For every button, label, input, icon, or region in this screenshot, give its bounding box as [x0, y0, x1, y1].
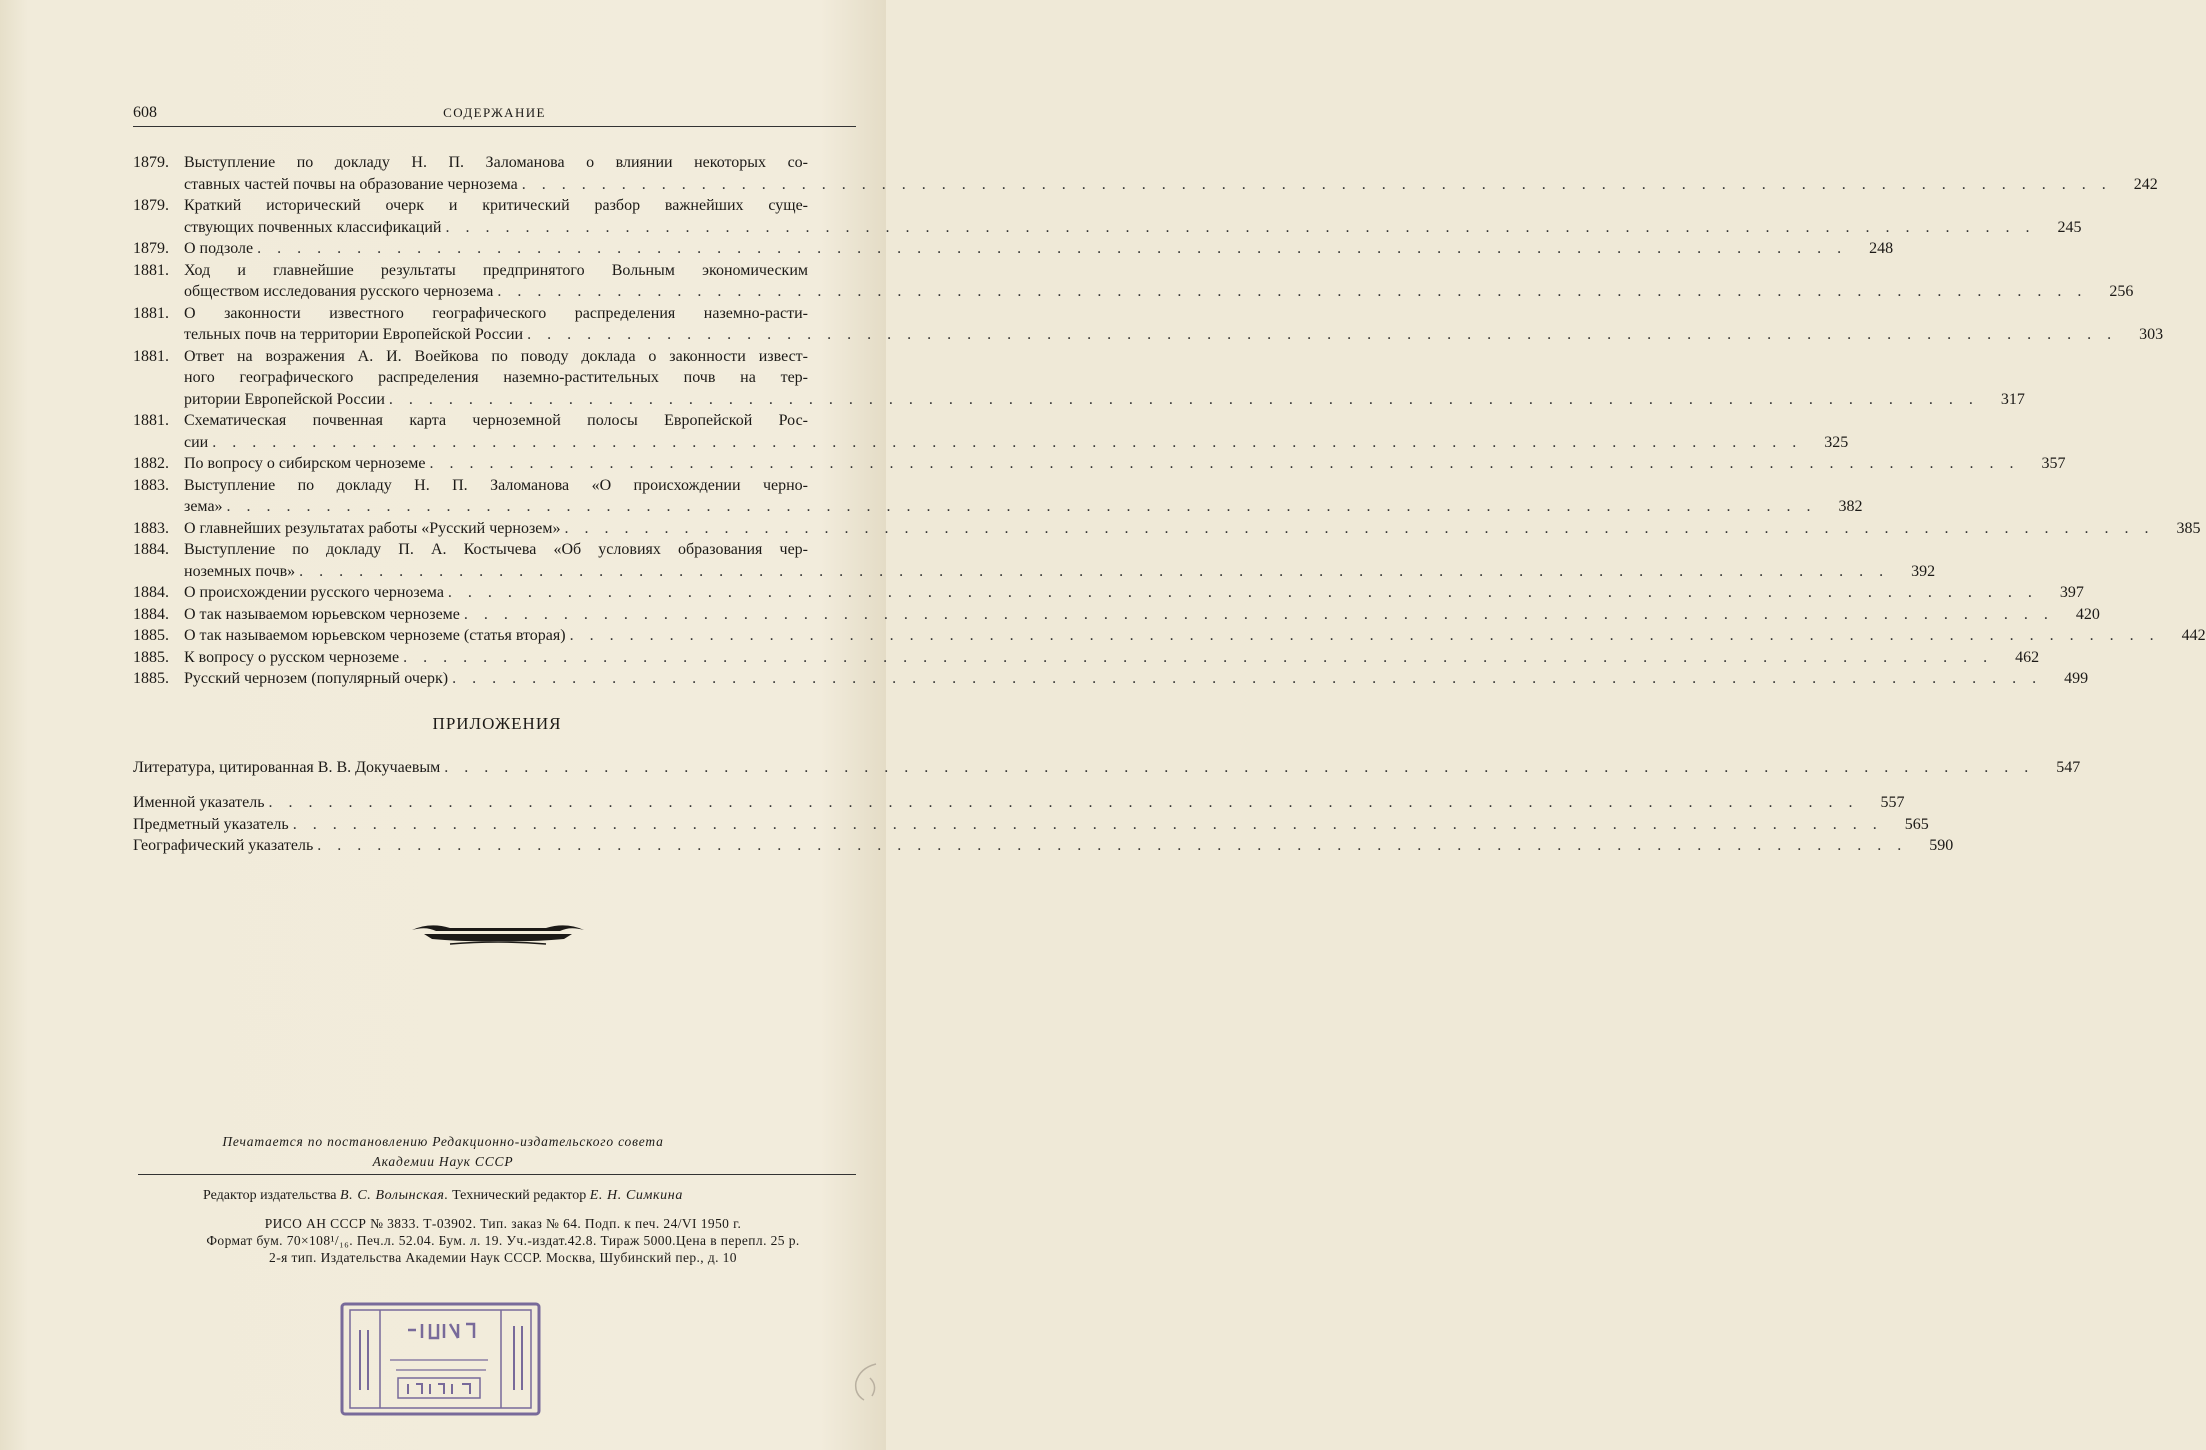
- leader-dots: . . . . . . . . . . . . . . . . . . . . . . . . . . . . . . . . . . . . . . . . . . . . . . . . . . . . . . . . . . . . . . . . . . . . . . . . . . . . . . . .: [299, 562, 1890, 580]
- leader-dots: . . . . . . . . . . . . . . . . . . . . . . . . . . . . . . . . . . . . . . . . . . . . . . . . . . . . . . . . . . . . . . . . . . . . . . . . . . . . . . . .: [292, 815, 1883, 833]
- handwritten-mark-icon: [846, 1358, 886, 1406]
- toc-title-line: ритории Европейской России: [184, 390, 385, 408]
- toc-year: 1881.: [133, 347, 169, 365]
- leader-dots: . . . . . . . . . . . . . . . . . . . . . . . . . . . . . . . . . . . . . . . . . . . . . . . . . . . . . . . . . . . . . . . . . . . . . . . . . . . . . . . .: [429, 455, 2020, 472]
- appendix-title: ПРИЛОЖЕНИЯ: [432, 714, 562, 733]
- toc-page-number: 325: [1824, 433, 1849, 451]
- appendix-entry-title: Предметный указатель: [133, 815, 289, 833]
- toc-entry: [133, 260, 2134, 303]
- toc-title-line: К вопросу о русском черноземе: [184, 648, 400, 666]
- leader-dots: . . . . . . . . . . . . . . . . . . . . . . . . . . . . . . . . . . . . . . . . . . . . . . . . . . . . . . . . . . . . . . . . . . . . . . . . . . . . . . . .: [403, 648, 1994, 666]
- toc-entry: [133, 195, 2082, 238]
- imprint-line-1: Печатается по постановлению Редакционно-издательского совета: [222, 1134, 664, 1149]
- leader-dots: . . . . . . . . . . . . . . . . . . . . . . . . . . . . . . . . . . . . . . . . . . . . . . . . . . . . . . . . . . . . . . . . . . . . . . . . . . . . . . . .: [452, 670, 2043, 687]
- leader-dots: . . . . . . . . . . . . . . . . . . . . . . . . . . . . . . . . . . . . . . . . . . . . . . . . . . . . . . . . . . . . . . . . . . . . . . . . . . . . . . . .: [212, 433, 1803, 451]
- toc-year: 1883.: [133, 519, 169, 537]
- toc-entry: [133, 539, 1936, 582]
- leader-dots: . . . . . . . . . . . . . . . . . . . . . . . . . . . . . . . . . . . . . . . . . . . . . . . . . . . . . . . . . . . . . . . . . . . . . . . . . . . . . . . .: [447, 584, 2038, 601]
- toc-year: 1885.: [133, 627, 169, 644]
- tech-editor-label: Технический редактор: [452, 1188, 587, 1203]
- editor-name: В. С. Волынская.: [339, 1188, 449, 1203]
- toc-title-line: О главнейших результатах работы «Русский чернозем»: [184, 519, 561, 537]
- toc-page-number: 303: [2139, 326, 2164, 343]
- tech-info-line-3: 2-я тип. Издательства Академии Наук СССР. Москва, Шубинский пер., д. 10: [269, 1250, 737, 1265]
- appendix-page-number: 590: [1929, 837, 1954, 854]
- toc-title-line: Выступление по докладу Н. П. Заломанова о влиянии некоторых со-: [184, 154, 808, 171]
- toc-year: 1879.: [133, 197, 169, 214]
- toc-page-number: 420: [2075, 605, 2100, 623]
- appendix-entry: [133, 757, 2081, 779]
- toc-year: 1884.: [133, 584, 169, 601]
- toc-page-number: 256: [2109, 283, 2134, 300]
- toc-title-line: зема»: [184, 498, 223, 515]
- toc-title-line: О так называемом юрьевском черноземе: [184, 605, 460, 623]
- toc-page-number: 392: [1911, 562, 1936, 580]
- leader-dots: . . . . . . . . . . . . . . . . . . . . . . . . . . . . . . . . . . . . . . . . . . . . . . . . . . . . . . . . . . . . . . . . . . . . . . . . . . . . . . . .: [226, 498, 1817, 515]
- toc-year: 1882.: [133, 455, 169, 472]
- appendix-entry-title: Географический указатель: [133, 837, 314, 854]
- appendix-literature: [133, 757, 2081, 779]
- imprint-line-2: Академии Наук СССР: [372, 1154, 514, 1169]
- leader-dots: . . . . . . . . . . . . . . . . . . . . . . . . . . . . . . . . . . . . . . . . . . . . . . . . . . . . . . . . . . . . . . . . . . . . . . . . . . . . . . . .: [564, 519, 2155, 537]
- toc-year: 1884.: [133, 605, 169, 623]
- leader-dots: . . . . . . . . . . . . . . . . . . . . . . . . . . . . . . . . . . . . . . . . . . . . . . . . . . . . . . . . . . . . . . . . . . . . . . . . . . . . . . . .: [444, 759, 2035, 776]
- leader-dots: . . . . . . . . . . . . . . . . . . . . . . . . . . . . . . . . . . . . . . . . . . . . . . . . . . . . . . . . . . . . . . . . . . . . . . . . . . . . . . . .: [527, 326, 2118, 343]
- leader-dots: . . . . . . . . . . . . . . . . . . . . . . . . . . . . . . . . . . . . . . . . . . . . . . . . . . . . . . . . . . . . . . . . . . . . . . . . . . . . . . . .: [463, 605, 2054, 623]
- editor-label: Редактор издательства: [203, 1188, 337, 1203]
- toc-page-number: 397: [2059, 584, 2084, 601]
- toc-entry: [133, 152, 2158, 195]
- tech-info-line-2: Формат бум. 70×108¹/₁₆. Печ.л. 52.04. Бум. л. 19. Уч.-издат.42.8. Тираж 5000.Цена в перепл. 25 р.: [206, 1233, 800, 1248]
- toc-page-number: 499: [2064, 670, 2089, 687]
- toc-title-line: Краткий исторический очерк и критический разбор важнейших суще-: [184, 197, 808, 214]
- appendix-entry: [133, 835, 1954, 857]
- toc-title-line: Схематическая почвенная карта черноземной полосы Европейской Рос-: [184, 412, 808, 429]
- toc-title-line: ноземных почв»: [184, 562, 296, 580]
- toc-entry: [133, 668, 2089, 690]
- toc-page-number: 382: [1838, 498, 1863, 515]
- toc-title-line: Ответ на возражения А. И. Воейкова по поводу доклада о законности извест-: [184, 347, 808, 365]
- ornament-divider-icon: [410, 920, 586, 946]
- table-of-contents: [133, 152, 2206, 690]
- leader-dots: . . . . . . . . . . . . . . . . . . . . . . . . . . . . . . . . . . . . . . . . . . . . . . . . . . . . . . . . . . . . . . . . . . . . . . . . . . . . . . . .: [521, 175, 2112, 193]
- library-stamp-icon: [338, 1300, 543, 1418]
- leader-dots: . . . . . . . . . . . . . . . . . . . . . . . . . . . . . . . . . . . . . . . . . . . . . . . . . . . . . . . . . . . . . . . . . . . . . . . . . . . . . . . .: [388, 390, 1979, 408]
- toc-title-line: По вопросу о сибирском черноземе: [184, 455, 426, 472]
- leader-dots: . . . . . . . . . . . . . . . . . . . . . . . . . . . . . . . . . . . . . . . . . . . . . . . . . . . . . . . . . . . . . . . . . . . . . . . . . . . . . . . .: [317, 837, 1908, 854]
- toc-title-line: О происхождении русского чернозема: [184, 584, 444, 601]
- appendix-page-number: 565: [1904, 815, 1929, 833]
- toc-entry: [133, 346, 2025, 411]
- appendix-indexes: [133, 792, 1954, 857]
- toc-year: 1885.: [133, 670, 169, 687]
- toc-title-line: Ход и главнейшие результаты предпринятого Вольным экономическим: [184, 261, 808, 279]
- leader-dots: . . . . . . . . . . . . . . . . . . . . . . . . . . . . . . . . . . . . . . . . . . . . . . . . . . . . . . . . . . . . . . . . . . . . . . . . . . . . . . . .: [257, 240, 1848, 257]
- toc-year: 1879.: [133, 240, 169, 257]
- toc-entry: [133, 475, 1863, 518]
- leader-dots: . . . . . . . . . . . . . . . . . . . . . . . . . . . . . . . . . . . . . . . . . . . . . . . . . . . . . . . . . . . . . . . . . . . . . . . . . . . . . . . .: [569, 627, 2160, 644]
- toc-page-number: 248: [1869, 240, 1894, 257]
- appendix-page-number: 547: [2056, 759, 2081, 776]
- toc-entry: [133, 625, 2206, 647]
- running-title: СОДЕРЖАНИЕ: [443, 105, 546, 120]
- toc-year: 1881.: [133, 304, 169, 322]
- toc-year: 1885.: [133, 648, 169, 666]
- leader-dots: . . . . . . . . . . . . . . . . . . . . . . . . . . . . . . . . . . . . . . . . . . . . . . . . . . . . . . . . . . . . . . . . . . . . . . . . . . . . . . . .: [268, 794, 1859, 811]
- toc-title-line: О так называемом юрьевском черноземе (статья вторая): [184, 627, 566, 644]
- toc-entry: [133, 647, 2040, 669]
- tech-info-line-1: РИСО АН СССР № 3833. Т-03902. Тип. заказ № 64. Подп. к печ. 24/VI 1950 г.: [264, 1216, 742, 1231]
- appendix-entry: [133, 792, 1905, 814]
- toc-title-line: О законности известного географического распределения наземно-расти-: [184, 304, 808, 322]
- toc-entry: [133, 518, 2201, 540]
- imprint-rule: [138, 1174, 856, 1175]
- toc-page-number: 245: [2057, 218, 2082, 236]
- appendix-entry-title: Литература, цитированная В. В. Докучаевым: [133, 759, 441, 776]
- appendix-entry: [133, 814, 1929, 836]
- appendix-entry-title: Именной указатель: [133, 794, 265, 811]
- page-header: [133, 100, 856, 127]
- toc-title-line: О подзоле: [184, 240, 254, 257]
- toc-entry: [133, 582, 2084, 604]
- toc-page-number: 385: [2176, 519, 2201, 537]
- toc-year: 1883.: [133, 476, 169, 494]
- toc-title-line: Выступление по докладу Н. П. Заломанова «О происхождении черно-: [184, 476, 808, 494]
- toc-title-line: ствующих почвенных классификаций: [184, 218, 442, 236]
- toc-title-line: Русский чернозем (популярный очерк): [184, 670, 449, 687]
- toc-entry: [133, 410, 1849, 453]
- toc-title-line: Выступление по докладу П. А. Костычева «Об условиях образования чер-: [184, 541, 808, 558]
- editor-credits: [0, 1188, 886, 1204]
- toc-title-line: сии: [184, 433, 209, 451]
- leader-dots: . . . . . . . . . . . . . . . . . . . . . . . . . . . . . . . . . . . . . . . . . . . . . . . . . . . . . . . . . . . . . . . . . . . . . . . . . . . . . . . .: [445, 218, 2036, 236]
- toc-entry: [133, 238, 1894, 260]
- toc-year: 1879.: [133, 154, 169, 171]
- toc-page-number: 442: [2181, 627, 2206, 644]
- toc-title-line: ставных частей почвы на образование чернозема: [184, 175, 518, 193]
- toc-title-line: тельных почв на территории Европейской России: [184, 326, 524, 343]
- toc-page-number: 462: [2015, 648, 2040, 666]
- toc-page-number: 357: [2041, 455, 2066, 472]
- appendix-page-number: 557: [1880, 794, 1905, 811]
- toc-year: 1881.: [133, 261, 169, 279]
- toc-entry: [133, 604, 2100, 626]
- toc-title-line: ного географического распределения наземно-растительных почв на тер-: [184, 369, 808, 386]
- tech-editor-name: Е. Н. Симкина: [589, 1188, 683, 1203]
- toc-entry: [133, 303, 2164, 346]
- toc-page-number: 242: [2133, 175, 2158, 193]
- toc-year: 1881.: [133, 412, 169, 429]
- toc-year: 1884.: [133, 541, 169, 558]
- toc-page-number: 317: [2000, 390, 2025, 408]
- leader-dots: . . . . . . . . . . . . . . . . . . . . . . . . . . . . . . . . . . . . . . . . . . . . . . . . . . . . . . . . . . . . . . . . . . . . . . . . . . . . . . . .: [497, 283, 2088, 300]
- toc-title-line: обществом исследования русского чернозема: [184, 283, 494, 300]
- page-number: 608: [133, 104, 157, 121]
- toc-entry: [133, 453, 2066, 475]
